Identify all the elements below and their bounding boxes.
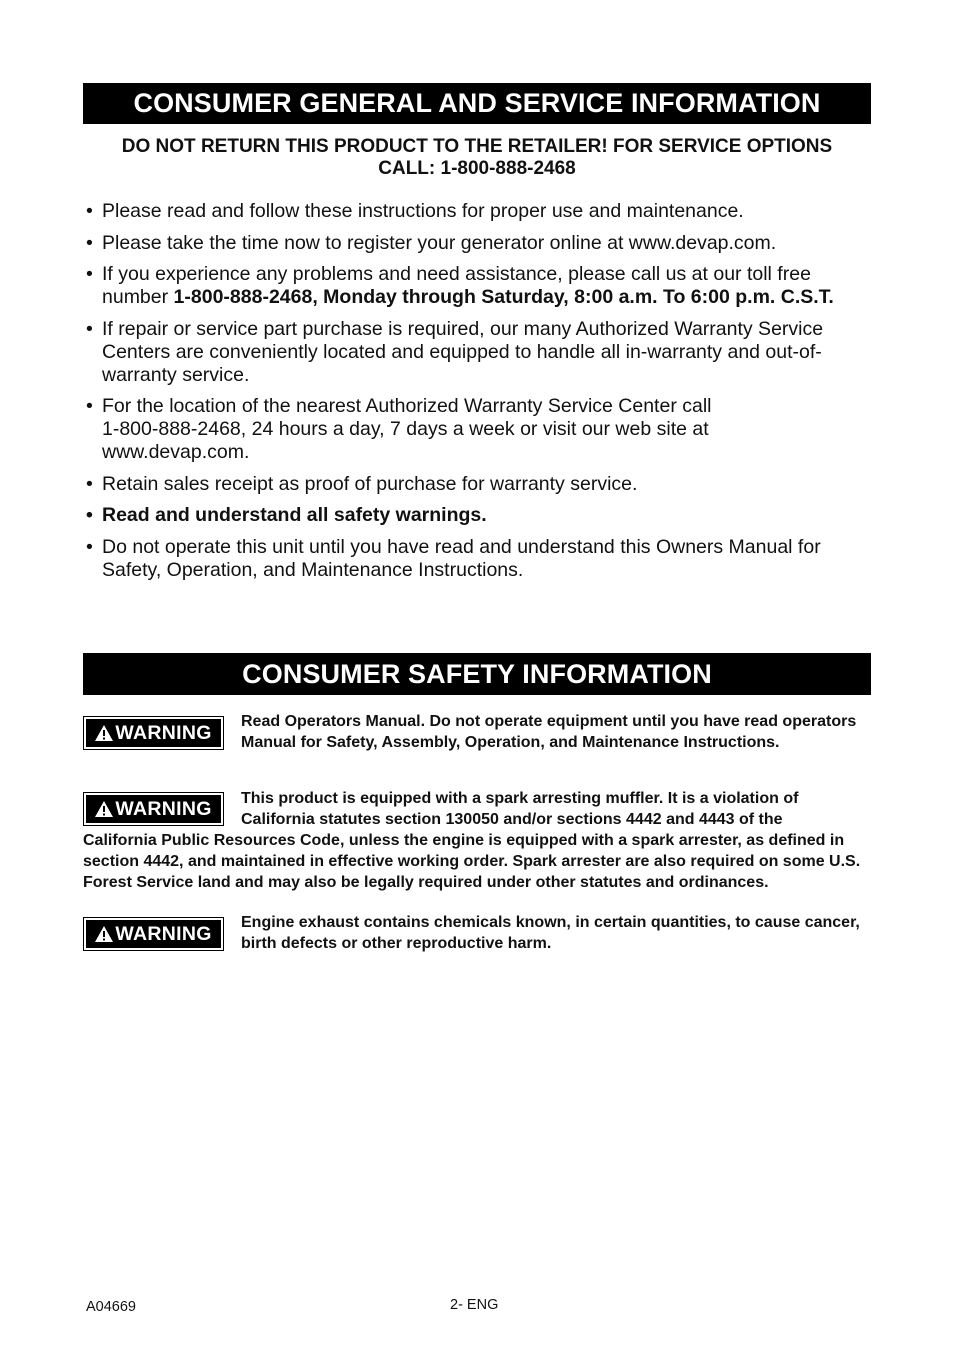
warning-triangle-icon xyxy=(95,725,113,741)
toll-free-hours: 1-800-888-2468, Monday through Saturday, 8:00 a.m. To 6:00 p.m. C.S.T. xyxy=(173,286,834,308)
list-item xyxy=(86,536,876,582)
list-item-text: Please take the time now to register your generator online at www.devap.com. xyxy=(102,231,777,254)
bullet-icon: • xyxy=(86,200,93,222)
service-notice xyxy=(83,136,871,180)
list-item-text: Do not operate this unit until you have read and understand this Owners Manual for Safety, Operation, and Maintenance Instructions. xyxy=(102,535,821,581)
warning-badge xyxy=(84,717,223,749)
section-title-general: CONSUMER GENERAL AND SERVICE INFORMATION xyxy=(83,83,871,124)
warning-text-spark-arrester: This product is equipped with a spark arresting muffler. It is a violation of California statutes section 130050 and/or sections 4442 and 4443 of the xyxy=(241,790,799,828)
bullet-icon: • xyxy=(86,317,93,340)
list-item-text: If repair or service part purchase is required, our many Authorized Warranty Service Centers are conveniently located and equipped to handle all in-warranty and out-of-warranty service. xyxy=(102,317,824,386)
page-number: 2- ENG xyxy=(450,1297,499,1313)
service-notice-line1: DO NOT RETURN THIS PRODUCT TO THE RETAILER! FOR SERVICE OPTIONS xyxy=(121,136,833,157)
bullet-icon: • xyxy=(86,504,93,526)
warning-triangle-icon xyxy=(95,926,113,942)
list-item xyxy=(86,318,876,387)
section-title-safety: CONSUMER SAFETY INFORMATION xyxy=(83,653,871,695)
list-item xyxy=(86,395,876,464)
warning-badge xyxy=(84,793,223,825)
bullet-icon: • xyxy=(86,231,93,254)
list-item-text: Retain sales receipt as proof of purchase for warranty service. xyxy=(102,472,638,495)
list-item xyxy=(86,263,876,309)
list-item xyxy=(86,232,876,255)
list-item-text: For the location of the nearest Authorized Warranty Service Center call xyxy=(102,395,712,417)
warning-label: WARNING xyxy=(115,722,212,744)
list-item-text: Read and understand all safety warnings. xyxy=(102,504,487,526)
information-bullet-list xyxy=(86,200,876,590)
list-item-text: www.devap.com. xyxy=(102,441,250,463)
bullet-icon: • xyxy=(86,263,93,285)
warning-label: WARNING xyxy=(115,798,212,820)
warning-text-operators-manual: Read Operators Manual. Do not operate equipment until you have read operators Manual for Safety, Assembly, Operation, and Maintenance Instructions. xyxy=(241,713,857,751)
warning-text-engine-exhaust: Engine exhaust contains chemicals known, in certain quantities, to cause cancer, birth defects or other reproductive harm. xyxy=(241,914,860,952)
list-item xyxy=(86,504,876,527)
bullet-icon: • xyxy=(86,535,93,558)
document-code: A04669 xyxy=(86,1299,136,1315)
warning-label: WARNING xyxy=(115,923,212,945)
warning-text-spark-arrester-continued: California Public Resources Code, unless the engine is equipped with a spark arrester, as defined in section 4442, and maintained in effective working order. Spark arrester are also required on some U.S. Forest Service land and may also be legally required under other statutes and ordinances. xyxy=(83,832,861,891)
list-item-text: If you experience any problems and need assistance, please call us at our toll free number xyxy=(102,263,811,308)
list-item xyxy=(86,200,876,223)
service-notice-line2: CALL: 1-800-888-2468 xyxy=(378,158,576,179)
bullet-icon: • xyxy=(86,472,93,495)
warning-badge xyxy=(84,918,223,950)
list-item xyxy=(86,473,876,496)
bullet-icon: • xyxy=(86,395,93,417)
warning-triangle-icon xyxy=(95,801,113,817)
list-item-text: 1-800-888-2468, 24 hours a day, 7 days a week or visit our web site at xyxy=(102,418,709,440)
list-item-text: Please read and follow these instructions for proper use and maintenance. xyxy=(102,200,744,222)
